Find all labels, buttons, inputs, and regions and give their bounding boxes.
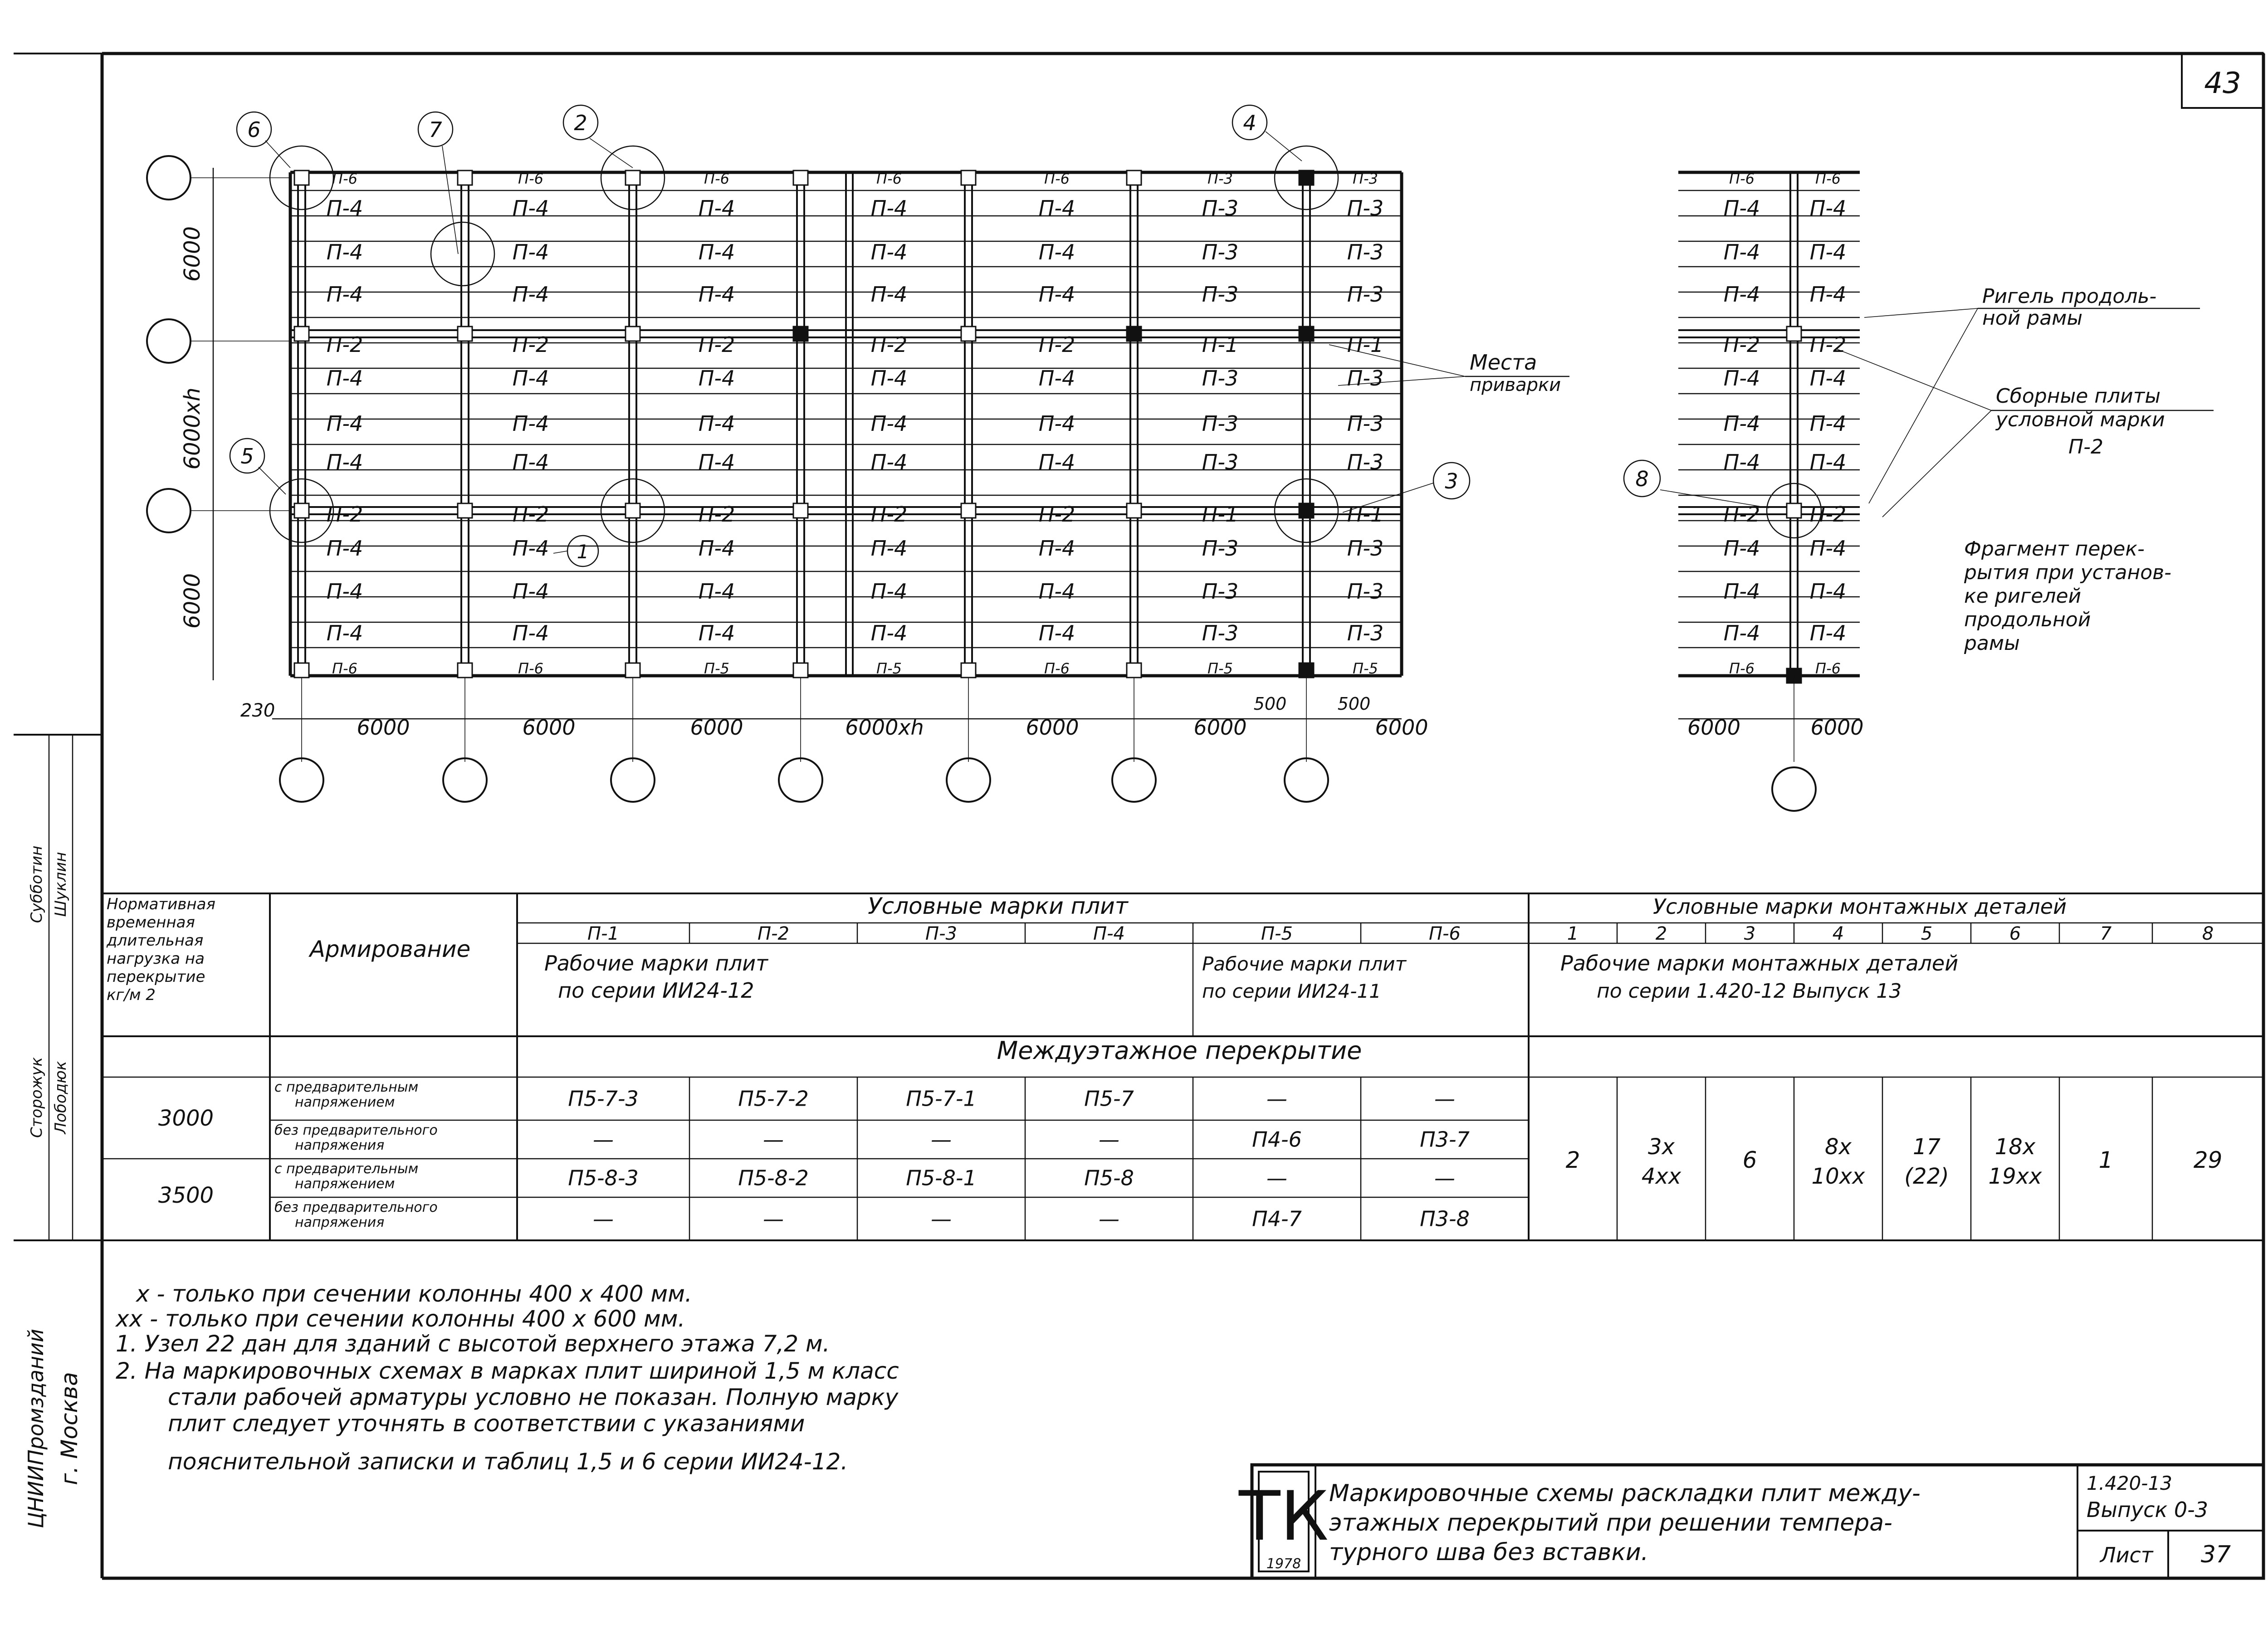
slab-mark-cell: П5-8-1 <box>906 1166 977 1190</box>
detail-mark: 1 <box>2098 1147 2113 1173</box>
title-line-2: этажных перекрытий при решении темпера- <box>1329 1509 1892 1536</box>
h-load-2: временная <box>107 913 195 932</box>
note-1: x - только при сечении колонны 400 х 400 мм. <box>136 1281 692 1307</box>
slab-mark-cell: — <box>1434 1166 1455 1190</box>
tk-logo: ТК <box>1238 1477 1329 1556</box>
plan-column-node <box>626 663 640 678</box>
detail-code: 8 <box>2202 923 2214 944</box>
plan-column-node <box>1127 503 1141 518</box>
fragment-slab-p4: П-4 <box>1723 621 1760 645</box>
slab-code: П-3 <box>925 923 957 944</box>
slab-label-p4: П-4 <box>326 536 363 561</box>
fragment-dim: 6000 <box>1687 715 1741 740</box>
slab-mark-cell: — <box>1434 1086 1455 1111</box>
fragment-slab-p2: П-2 <box>1809 502 1847 527</box>
reinforcement-type: без предварительного <box>274 1200 438 1215</box>
plan-column-node <box>294 503 309 518</box>
plan-column-node <box>294 171 309 185</box>
dim-230: 230 <box>240 700 275 721</box>
slab-label-p2: П-2 <box>326 502 363 527</box>
fragment-slab-p4: П-4 <box>1723 579 1760 604</box>
axis-bubble <box>147 156 191 200</box>
slab-label-p2: П-2 <box>698 502 735 527</box>
slab-label-p4: П-4 <box>512 282 549 307</box>
slab-label-p4: П-4 <box>512 196 549 220</box>
slab-mark-cell: П5-8 <box>1084 1166 1134 1190</box>
slab-label-p4: П-4 <box>512 450 549 474</box>
h-load-6: кг/м 2 <box>107 986 156 1004</box>
slab-label-p4: П-4 <box>1038 282 1075 307</box>
series-c-1: Рабочие марки монтажных деталей <box>1560 951 1959 976</box>
slab-code: П-2 <box>758 923 789 944</box>
callout-1: 1 <box>577 541 589 563</box>
fragment-slab-p6: П-6 <box>1815 660 1841 677</box>
callout-5: 5 <box>240 444 254 468</box>
plan-column-node <box>1299 171 1314 185</box>
callout-2: 2 <box>574 111 587 135</box>
axis-bubble <box>443 758 487 802</box>
floor-plan <box>147 146 1428 802</box>
h-reinf: Армирование <box>309 936 471 962</box>
title-block <box>1238 1465 2263 1578</box>
detail-mark: 3x <box>1648 1134 1675 1160</box>
slab-label-p3: П-3 <box>1207 170 1233 187</box>
slab-code: П-6 <box>1429 923 1461 944</box>
callout-8: 8 <box>1635 467 1649 491</box>
h-load-1: Нормативная <box>107 895 215 913</box>
fragment-slab-p4: П-4 <box>1809 536 1847 561</box>
sheet-label: Лист <box>2100 1543 2153 1567</box>
slab-label-p6: П-6 <box>876 170 902 187</box>
slab-code: П-4 <box>1093 923 1125 944</box>
slab-label-p4: П-4 <box>512 411 549 436</box>
reinforcement-type: напряжения <box>295 1215 385 1230</box>
slab-label-p3: П-3 <box>1347 536 1384 561</box>
margin-org: ЦНИИПромзданий <box>24 1328 48 1529</box>
margin-staff-4: Лободюк <box>52 1061 70 1134</box>
detail-code: 6 <box>2009 923 2021 944</box>
slab-mark-cell: — <box>931 1206 952 1231</box>
slab-label-p6: П-6 <box>704 170 729 187</box>
slab-label-p4: П-4 <box>326 366 363 390</box>
slab-label-p3: П-3 <box>1347 579 1384 604</box>
detail-mark: (22) <box>1904 1164 1949 1189</box>
slab-mark-cell: П5-7-2 <box>738 1086 809 1111</box>
detail-mark: 6 <box>1742 1147 1757 1173</box>
slab-label-p5: П-5 <box>1207 660 1233 677</box>
slab-label-p4: П-4 <box>698 282 735 307</box>
detail-mark: 8x <box>1825 1134 1852 1160</box>
fragment-slab-p4: П-4 <box>1809 621 1847 645</box>
slab-mark-cell: — <box>763 1206 784 1231</box>
caption-3: ке ригелей <box>1964 585 2082 608</box>
slab-mark-cell: — <box>1099 1127 1119 1152</box>
detail-mark: 29 <box>2193 1147 2223 1173</box>
detail-mark: 17 <box>1912 1134 1941 1160</box>
reinforcement-type: напряжения <box>295 1137 385 1153</box>
plan-column-node <box>961 171 976 185</box>
note-4: 2. На маркировочных схемах в марках плит шириной 1,5 м класс <box>116 1358 899 1384</box>
slab-label-p4: П-4 <box>870 579 908 604</box>
plan-column-node <box>1127 171 1141 185</box>
slab-label-p5: П-5 <box>704 660 729 677</box>
slab-label-p4: П-4 <box>870 282 908 307</box>
notes <box>115 1281 899 1475</box>
reinforcement-type: без предварительного <box>274 1122 438 1138</box>
fragment-slab-p6: П-6 <box>1815 170 1841 187</box>
margin-city: г. Москва <box>56 1372 83 1485</box>
callout-3: 3 <box>1445 469 1458 493</box>
left-margin-staff <box>24 846 83 1528</box>
slab-label-p4: П-4 <box>512 240 549 264</box>
slab-label-p5: П-5 <box>1353 660 1378 677</box>
slab-label-p4: П-4 <box>698 196 735 220</box>
slab-label-p4: П-4 <box>326 282 363 307</box>
slab-label-p3: П-3 <box>1347 411 1384 436</box>
slab-label-p3: П-3 <box>1202 536 1239 561</box>
slab-label-p6: П-6 <box>518 660 543 677</box>
slab-label-p4: П-4 <box>326 411 363 436</box>
slab-label-p2: П-2 <box>512 332 549 357</box>
slab-label-p4: П-4 <box>870 411 908 436</box>
slab-label-p4: П-4 <box>698 411 735 436</box>
h-slab-marks: Условные марки плит <box>868 893 1128 919</box>
slab-label-p2: П-2 <box>870 332 908 357</box>
reinforcement-type: с предварительным <box>274 1079 419 1095</box>
note-girder-1: Ригель продоль- <box>1982 285 2157 308</box>
plan-column-node <box>961 663 976 678</box>
slab-label-p3: П-3 <box>1353 170 1378 187</box>
slab-mark-cell: П3-7 <box>1420 1127 1470 1152</box>
h-load-4: нагрузка на <box>107 950 205 968</box>
slab-label-p4: П-4 <box>512 579 549 604</box>
margin-staff-3: Сторожук <box>28 1057 46 1138</box>
slab-label-p6: П-6 <box>1044 170 1070 187</box>
detail-code: 3 <box>1744 923 1756 944</box>
slab-mark-cell: — <box>593 1127 614 1152</box>
slab-label-p5: П-5 <box>876 660 902 677</box>
fragment-dim: 6000 <box>1810 715 1864 740</box>
slab-label-p4: П-4 <box>512 366 549 390</box>
note-slabs-2: условной марки <box>1996 408 2165 431</box>
slab-label-p4: П-4 <box>698 536 735 561</box>
slab-label-p2: П-2 <box>512 502 549 527</box>
plan-column-node <box>1127 663 1141 678</box>
detail-mark: 19xx <box>1988 1164 2042 1189</box>
col-dimension: 6000 <box>690 715 743 740</box>
marks-table <box>102 893 2263 1240</box>
slab-mark-cell: — <box>763 1127 784 1152</box>
slab-label-p3: П-3 <box>1202 411 1239 436</box>
note-6: плит следует уточнять в соответствии с указаниями <box>168 1410 805 1437</box>
slab-label-p2: П-2 <box>1038 502 1075 527</box>
slab-label-p4: П-4 <box>326 240 363 264</box>
plan-column-node <box>961 503 976 518</box>
section-title: Междуэтажное перекрытие <box>997 1036 1362 1065</box>
issue-number: Выпуск 0-3 <box>2087 1497 2209 1522</box>
plan-column-node <box>626 503 640 518</box>
series-b-2: по серии ИИ24-11 <box>1202 980 1381 1002</box>
slab-label-p6: П-6 <box>332 170 357 187</box>
slab-label-p3: П-3 <box>1347 450 1384 474</box>
slab-mark-cell: — <box>1266 1166 1287 1190</box>
fragment-slab-p4: П-4 <box>1809 366 1847 390</box>
slab-mark-cell: П5-7-3 <box>568 1086 639 1111</box>
tk-year: 1978 <box>1266 1556 1301 1572</box>
slab-label-p4: П-4 <box>512 536 549 561</box>
col-dimension: 6000 <box>1193 715 1247 740</box>
h-load-5: перекрытие <box>107 968 205 986</box>
slab-label-p4: П-4 <box>1038 366 1075 390</box>
caption-5: рамы <box>1964 632 2020 655</box>
h-load-3: длительная <box>107 932 204 950</box>
col-dimension: 6000 <box>357 715 410 740</box>
margin-staff-1: Субботин <box>28 845 46 923</box>
dim-500-a: 500 <box>1253 694 1287 714</box>
note-2: xx - только при сечении колонны 400 х 600 мм. <box>116 1306 685 1332</box>
plan-column-node <box>626 327 640 341</box>
fragment-slab-p4: П-4 <box>1723 366 1760 390</box>
plan-column-node <box>294 663 309 678</box>
slab-label-p4: П-4 <box>698 579 735 604</box>
fragment-slab-p4: П-4 <box>1809 450 1847 474</box>
detail-mark: 10xx <box>1811 1164 1865 1189</box>
note-slabs-3: П-2 <box>2068 435 2103 458</box>
note-3: 1. Узел 22 дан для зданий с высотой верхнего этажа 7,2 м. <box>116 1331 830 1357</box>
plan-column-node <box>626 171 640 185</box>
h-detail-marks: Условные марки монтажных деталей <box>1653 894 2067 919</box>
slab-label-p4: П-4 <box>1038 240 1075 264</box>
detail-mark: 2 <box>1565 1147 1580 1173</box>
slab-label-p4: П-4 <box>1038 579 1075 604</box>
slab-label-p4: П-4 <box>870 240 908 264</box>
detail-code: 5 <box>1921 923 1933 944</box>
axis-bubble <box>1772 767 1816 811</box>
col-dimension: 6000xh <box>845 715 924 740</box>
axis-bubble <box>779 758 822 802</box>
slab-label-p2: П-2 <box>870 502 908 527</box>
slab-mark-cell: П5-8-2 <box>738 1166 809 1190</box>
series-a-1: Рабочие марки плит <box>544 951 768 976</box>
slab-label-p4: П-4 <box>870 536 908 561</box>
detail-code: 1 <box>1567 923 1579 944</box>
margin-staff-2: Шуклин <box>52 852 70 917</box>
slab-label-p3: П-3 <box>1202 196 1239 220</box>
page-number: 43 <box>2204 67 2241 100</box>
load-value: 3500 <box>158 1183 214 1208</box>
callout-6: 6 <box>247 117 261 142</box>
slab-label-p4: П-4 <box>1038 411 1075 436</box>
fragment-slab-p4: П-4 <box>1723 411 1760 436</box>
slab-label-p3: П-3 <box>1347 621 1384 645</box>
slab-mark-cell: П4-6 <box>1252 1127 1302 1152</box>
slab-label-p3: П-3 <box>1202 282 1239 307</box>
series-c-2: по серии 1.420-12 Выпуск 13 <box>1597 980 1902 1003</box>
plan-column-node <box>1299 663 1314 678</box>
caption-1: Фрагмент перек- <box>1964 537 2145 561</box>
fragment-slab-p2: П-2 <box>1723 502 1760 527</box>
fragment-slab-p4: П-4 <box>1723 536 1760 561</box>
caption-2: рытия при установ- <box>1964 561 2171 584</box>
series-a-2: по серии ИИ24-12 <box>558 978 754 1003</box>
slab-label-p2: П-2 <box>1038 332 1075 357</box>
slab-label-p4: П-4 <box>326 196 363 220</box>
row-dimension: 6000 <box>180 226 205 282</box>
slab-label-p4: П-4 <box>870 450 908 474</box>
plan-column-node <box>793 663 808 678</box>
slab-label-p3: П-3 <box>1347 196 1384 220</box>
slab-mark-cell: П5-8-3 <box>568 1166 639 1190</box>
series-b-1: Рабочие марки плит <box>1202 953 1407 975</box>
plan-column-node <box>793 327 808 341</box>
fragment-slab-p4: П-4 <box>1723 196 1760 220</box>
fragment-slab-p2: П-2 <box>1723 332 1760 357</box>
slab-mark-cell: — <box>1266 1086 1287 1111</box>
fragment-slab-p4: П-4 <box>1809 282 1847 307</box>
slab-label-p1: П-1 <box>1347 332 1384 357</box>
fragment-plan <box>1678 170 1864 811</box>
slab-label-p4: П-4 <box>512 621 549 645</box>
title-line-1: Маркировочные схемы раскладки плит между- <box>1329 1480 1921 1507</box>
reinforcement-type: напряжением <box>295 1176 395 1192</box>
slab-label-p3: П-3 <box>1202 579 1239 604</box>
sheet-number: 37 <box>2200 1541 2231 1568</box>
note-5: стали рабочей арматуры условно не показан. Полную марку <box>168 1384 899 1410</box>
axis-bubble <box>1112 758 1156 802</box>
axis-bubble <box>147 489 191 532</box>
col-dimension: 6000 <box>522 715 576 740</box>
slab-mark-cell: П5-7 <box>1084 1086 1134 1111</box>
plan-column-node <box>1127 327 1141 341</box>
axis-bubble <box>947 758 990 802</box>
slab-label-p1: П-1 <box>1202 502 1239 527</box>
reinforcement-type: с предварительным <box>274 1161 419 1177</box>
callout-4: 4 <box>1243 111 1256 135</box>
fragment-slab-p6: П-6 <box>1729 170 1755 187</box>
col-dimension: 6000 <box>1026 715 1079 740</box>
slab-label-p2: П-2 <box>326 332 363 357</box>
slab-label-p3: П-3 <box>1347 282 1384 307</box>
axis-bubble <box>1285 758 1328 802</box>
fragment-slab-p4: П-4 <box>1809 240 1847 264</box>
slab-label-p3: П-3 <box>1202 450 1239 474</box>
slab-label-p4: П-4 <box>1038 536 1075 561</box>
slab-code: П-1 <box>587 923 619 944</box>
slab-mark-cell: П3-8 <box>1420 1206 1470 1231</box>
slab-label-p4: П-4 <box>870 621 908 645</box>
fragment-slab-p2: П-2 <box>1809 332 1847 357</box>
slab-label-p6: П-6 <box>1044 660 1070 677</box>
fragment-slab-p4: П-4 <box>1809 579 1847 604</box>
plan-column-node <box>294 327 309 341</box>
plan-column-node <box>793 171 808 185</box>
fragment-slab-p4: П-4 <box>1809 411 1847 436</box>
fragment-slab-p4: П-4 <box>1723 282 1760 307</box>
plan-column-node <box>793 503 808 518</box>
axis-bubble <box>280 758 323 802</box>
reinforcement-type: напряжением <box>295 1094 395 1110</box>
slab-code: П-5 <box>1261 923 1293 944</box>
slab-label-p4: П-4 <box>698 621 735 645</box>
slab-mark-cell: — <box>931 1127 952 1152</box>
plan-column-node <box>1299 503 1314 518</box>
callout-7: 7 <box>429 117 442 142</box>
fragment-slab-p4: П-4 <box>1809 196 1847 220</box>
plan-column-node <box>458 663 472 678</box>
dim-500-b: 500 <box>1337 694 1371 714</box>
plan-column-node <box>458 327 472 341</box>
col-dimension: 6000 <box>1375 715 1428 740</box>
slab-label-p3: П-3 <box>1202 240 1239 264</box>
slab-label-p2: П-2 <box>698 332 735 357</box>
slab-label-p4: П-4 <box>326 579 363 604</box>
weld-note-line2: приварки <box>1470 375 1561 395</box>
slab-label-p3: П-3 <box>1202 621 1239 645</box>
slab-label-p3: П-3 <box>1347 366 1384 390</box>
slab-label-p4: П-4 <box>698 450 735 474</box>
fragment-slab-p6: П-6 <box>1729 660 1755 677</box>
slab-mark-cell: — <box>1099 1206 1119 1231</box>
slab-mark-cell: П4-7 <box>1252 1206 1302 1231</box>
slab-label-p6: П-6 <box>518 170 543 187</box>
title-line-3: турного шва без вставки. <box>1329 1539 1649 1566</box>
slab-label-p4: П-4 <box>870 366 908 390</box>
detail-mark: 4xx <box>1641 1164 1681 1189</box>
detail-code: 7 <box>2100 923 2112 944</box>
note-girder-2: ной рамы <box>1982 307 2083 330</box>
slab-label-p4: П-4 <box>1038 196 1075 220</box>
slab-label-p4: П-4 <box>1038 621 1075 645</box>
slab-label-p4: П-4 <box>698 366 735 390</box>
slab-label-p6: П-6 <box>332 660 357 677</box>
detail-mark: 18x <box>1994 1134 2036 1160</box>
fragment-slab-p4: П-4 <box>1723 450 1760 474</box>
fragment-slab-p4: П-4 <box>1723 240 1760 264</box>
slab-label-p4: П-4 <box>326 450 363 474</box>
series-number: 1.420-13 <box>2087 1472 2172 1494</box>
axis-bubble <box>147 319 191 363</box>
axis-bubble <box>611 758 655 802</box>
note-7: пояснительной записки и таблиц 1,5 и 6 серии ИИ24-12. <box>168 1449 848 1475</box>
slab-label-p1: П-1 <box>1202 332 1239 357</box>
slab-label-p4: П-4 <box>870 196 908 220</box>
note-slabs-1: Сборные плиты <box>1996 385 2161 408</box>
slab-label-p3: П-3 <box>1202 366 1239 390</box>
slab-mark-cell: П5-7-1 <box>906 1086 977 1111</box>
slab-label-p4: П-4 <box>698 240 735 264</box>
caption-4: продольной <box>1964 608 2091 631</box>
slab-label-p1: П-1 <box>1347 502 1384 527</box>
plan-column-node <box>961 327 976 341</box>
plan-column-node <box>458 503 472 518</box>
plan-column-node <box>458 171 472 185</box>
detail-code: 2 <box>1655 923 1667 944</box>
detail-code: 4 <box>1832 923 1844 944</box>
row-dimension: 6000xh <box>180 387 205 470</box>
row-dimension: 6000 <box>180 573 205 629</box>
slab-label-p3: П-3 <box>1347 240 1384 264</box>
slab-label-p4: П-4 <box>1038 450 1075 474</box>
weld-note-line1: Места <box>1470 350 1537 375</box>
slab-label-p4: П-4 <box>326 621 363 645</box>
plan-column-node <box>1299 327 1314 341</box>
load-value: 3000 <box>158 1106 214 1131</box>
slab-mark-cell: — <box>593 1206 614 1231</box>
